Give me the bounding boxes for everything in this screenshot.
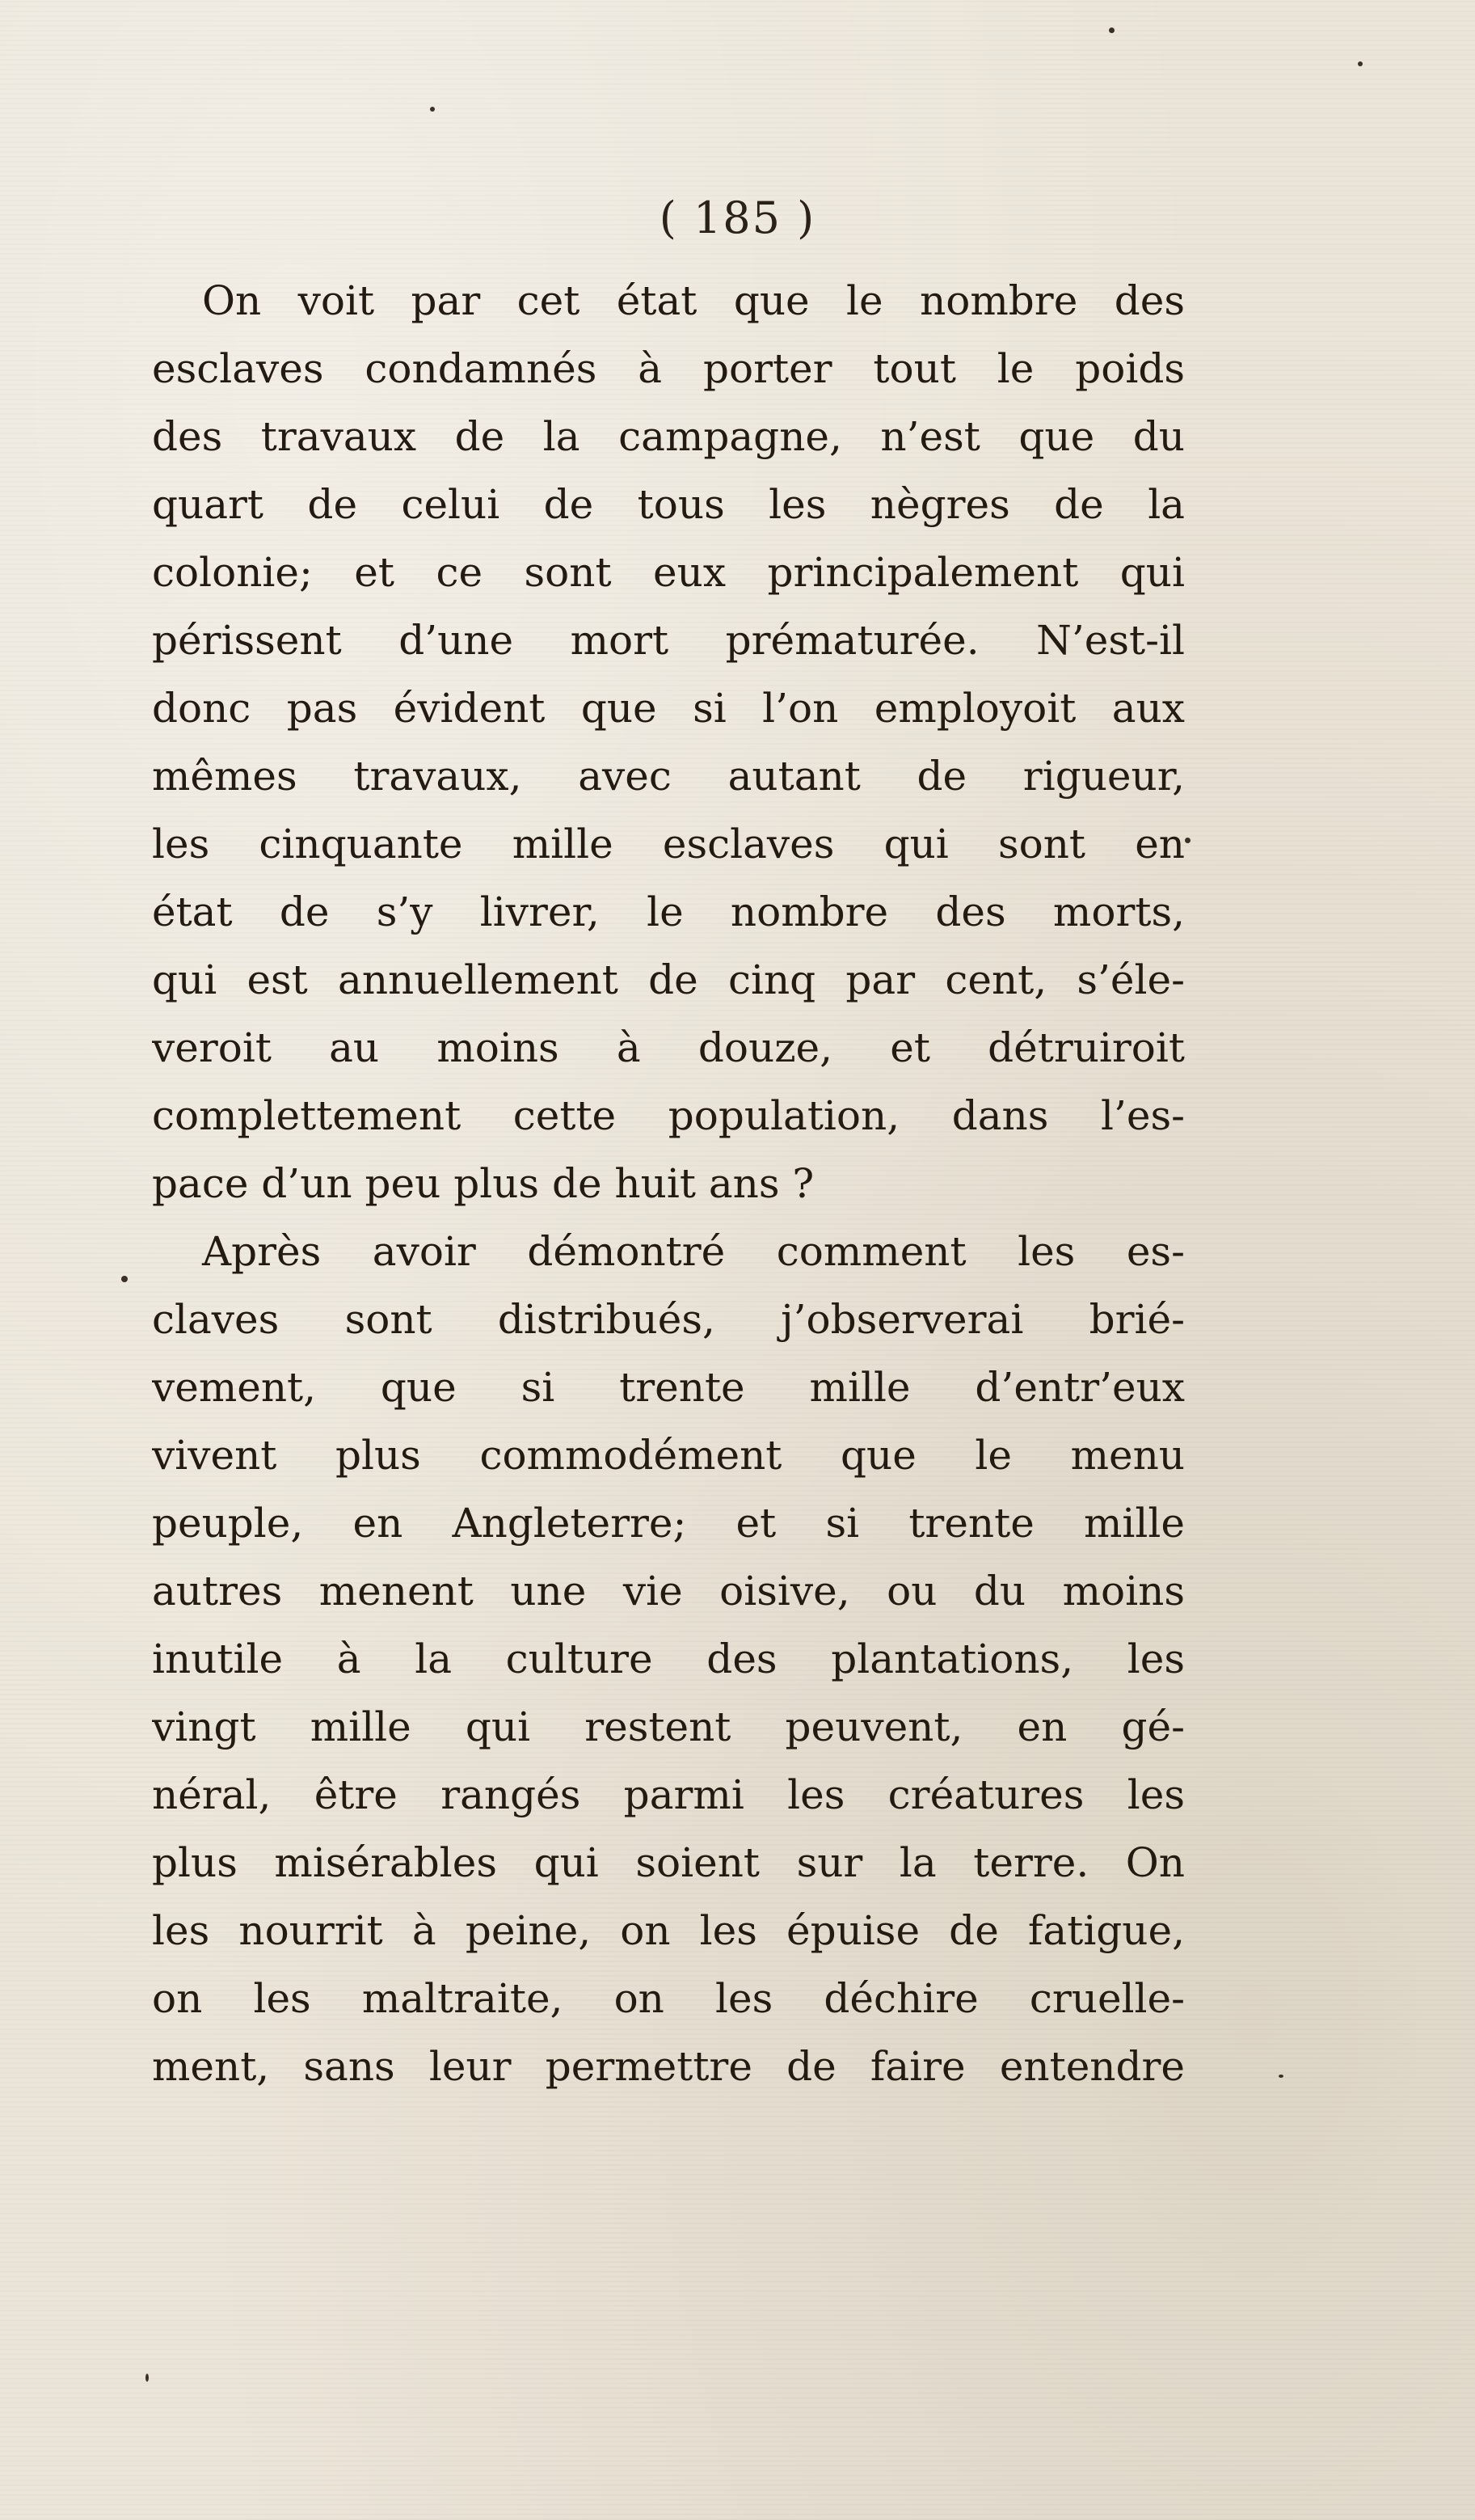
text-line: périssent d’une mort prématurée. N’est-il <box>152 617 1185 664</box>
text-line: autres menent une vie oisive, ou du moins <box>152 1568 1185 1615</box>
text-line: pace d’un peu plus de huit ans ? <box>152 1160 815 1207</box>
text-line: vivent plus commodément que le menu <box>152 1432 1185 1479</box>
text-line: veroit au moins à douze, et détruiroit <box>152 1024 1185 1071</box>
text-line: néral, être rangés parmi les créatures les <box>152 1771 1185 1818</box>
text-line: esclaves condamnés à porter tout le poids <box>152 345 1185 392</box>
ink-speck <box>145 2374 149 2382</box>
ink-speck <box>1185 838 1191 843</box>
text-line: On voit par cet état que le nombre des <box>202 277 1185 324</box>
text-line: vement, que si trente mille d’entr’eux <box>152 1364 1185 1411</box>
text-line: ment, sans leur permettre de faire entendre <box>152 2043 1185 2090</box>
text-line: les cinquante mille esclaves qui sont en <box>152 821 1185 867</box>
text-line: qui est annuellement de cinq par cent, s’éle- <box>152 956 1185 1003</box>
text-line: mêmes travaux, avec autant de rigueur, <box>152 753 1185 800</box>
ink-speck <box>121 1276 128 1282</box>
text-line: les nourrit à peine, on les épuise de fatigue, <box>152 1907 1185 1954</box>
ink-speck <box>430 107 435 112</box>
page-number: ( 185 ) <box>659 192 816 243</box>
text-line: plus misérables qui soient sur la terre. On <box>152 1839 1185 1886</box>
text-line: donc pas évident que si l’on employoit aux <box>152 685 1185 732</box>
text-line: complettement cette population, dans l’es- <box>152 1092 1185 1139</box>
body-text <box>152 267 1185 2100</box>
text-line: Après avoir démontré comment les es- <box>202 1228 1185 1275</box>
text-line: colonie; et ce sont eux principalement qui <box>152 549 1185 596</box>
ink-speck <box>1279 2075 1283 2078</box>
ink-speck <box>1109 27 1115 33</box>
text-line: peuple, en Angleterre; et si trente mille <box>152 1500 1185 1547</box>
text-line: état de s’y livrer, le nombre des morts, <box>152 889 1185 935</box>
text-line: inutile à la culture des plantations, les <box>152 1636 1185 1682</box>
text-line: on les maltraite, on les déchire cruelle- <box>152 1975 1185 2022</box>
text-line: quart de celui de tous les nègres de la <box>152 481 1185 528</box>
text-line: des travaux de la campagne, n’est que du <box>152 413 1185 460</box>
text-line: claves sont distribués, j’observerai brié- <box>152 1296 1185 1343</box>
text-line: vingt mille qui restent peuvent, en gé- <box>152 1703 1185 1750</box>
ink-speck <box>1358 61 1363 66</box>
